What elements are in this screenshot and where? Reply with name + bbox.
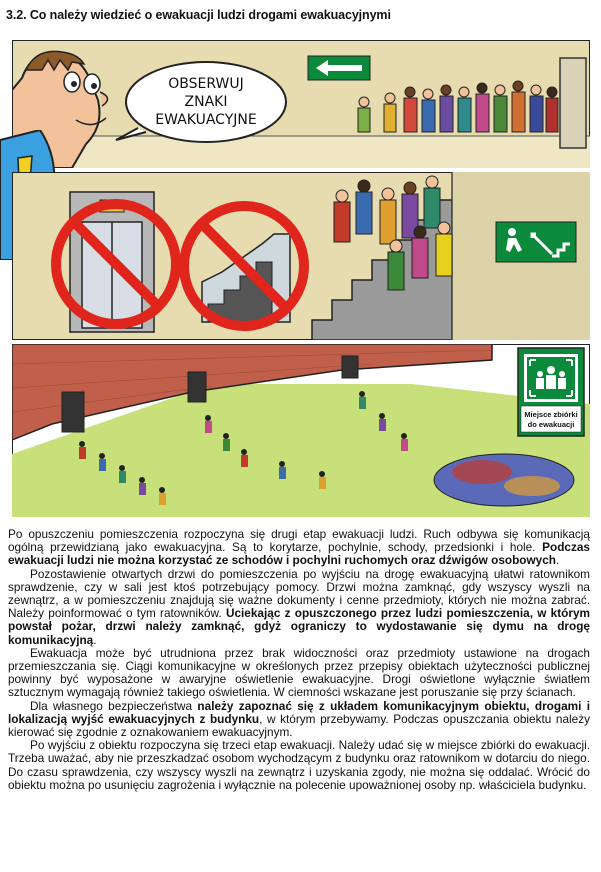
section-title: 3.2. Co należy wiedzieć o ewakuacji ludzi drogami ewakuacyjnymi [6,8,391,22]
illustration-no-elevators [12,172,590,340]
paragraph [8,568,590,647]
paragraph-segment: Pozostawienie otwartych drzwi do pomieszczenia po wyjściu na drogę ewakuacyjną ułatwi ratownikom sprawdzenie, czy w sali jest ktoś potrzebujący pomocy. Drzwi można zamknąć, gdy wszyscy wyszli na zewnątrz, a w pomieszczeniu znajdują się ważne dokumenty i cenne przedmioty, których nie można zabrać. Należy poinformować o tym ratowników. [8,566,590,621]
illustration-assembly-point [12,344,590,517]
paragraph-segment: . [93,632,97,647]
speech-bubble-line2: ZNAKI [184,94,228,110]
assembled-crowd [434,454,574,506]
body-text [8,528,590,792]
paragraph-segment: Po opuszczeniu pomieszczenia rozpoczyna się drugi etap ewakuacji ludzi. Ruch odbywa się komunikacją ogólną przewidzianą jako ewakuacyjna. Są to korytarze, pochylnie, schody, przedsionki i hole. [8,527,590,555]
paragraph-segment: . [556,553,560,568]
assembly-sign-line2: do ewakuacji [527,420,575,429]
emergency-exit-stairs-icon [496,222,576,262]
paragraph [8,739,590,792]
paragraph-bold-segment: Uciekając z opuszczonego przez ludzi pomieszczenia, w którym powstał pożar, drzwi należy zamknąć, gdyż ograniczy to wydostawanie się dymu na drogę komunikacyjną [8,606,590,647]
assembly-point-sign [518,348,584,436]
speech-bubble-line1: OBSERWUJ [168,76,244,92]
assembly-sign-line1: Miejsce zbiórki [524,410,578,419]
paragraph-bold-segment: należy zapoznać się z układem komunikacyjnym obiektu, drogami i lokalizacją wyjść ewakuacyjnych z budynku [8,698,590,726]
paragraph [8,647,590,700]
paragraph-segment: Dla własnego bezpieczeństwa [30,698,198,713]
speech-bubble-line3: EWAKUACYJNE [155,112,257,128]
paragraph-segment: Po wyjściu z obiektu rozpoczyna się trzeci etap ewakuacji. Należy udać się w miejsce zbiórki do ewakuacji. Trzeba uważać, aby nie przeszkadzać osobom wychodzącym z budynku oraz ratownikom w dotarciu do niego. Do czasu sprawdzenia, czy wszyscy wyszli na zewnątrz i uzyskania zgody, nie można się oddalać. Wrócić do obiektu można po usunięciu zagrożenia i wyłącznie na polecenie upoważnionej osoby np. właściciela budynku. [8,738,590,792]
exit-arrow-icon [308,56,370,80]
paragraph [8,528,590,568]
illustration-observe-signs [12,40,590,168]
paragraph-bold-segment: Podczas ewakuacji ludzi nie można korzystać ze schodów i pochylni ruchomych oraz dźwigów osobowych [8,540,590,568]
assembly-point-icon [524,354,578,402]
paragraph [8,700,590,740]
paragraph-segment: Ewakuacja może być utrudniona przez brak widoczności oraz przedmioty ustawione na drogach przemieszczania się. Ciągi komunikacyjne w określonych przez przepisy obiektach użyteczności publicznej powinny być wyposażone w awaryjne oświetlenie ewakuacyjne. Drogi oświetlone wyłącznie światłem sztucznym wymagają również takiego oświetlenia. W ciemności wskazane jest poruszanie się przy ścianach. [8,645,590,700]
paragraph-segment: , w którym przebywamy. Podczas opuszczania obiektu należy kierować się zgodnie z oznakowaniem ewakuacyjnym. [8,711,591,740]
